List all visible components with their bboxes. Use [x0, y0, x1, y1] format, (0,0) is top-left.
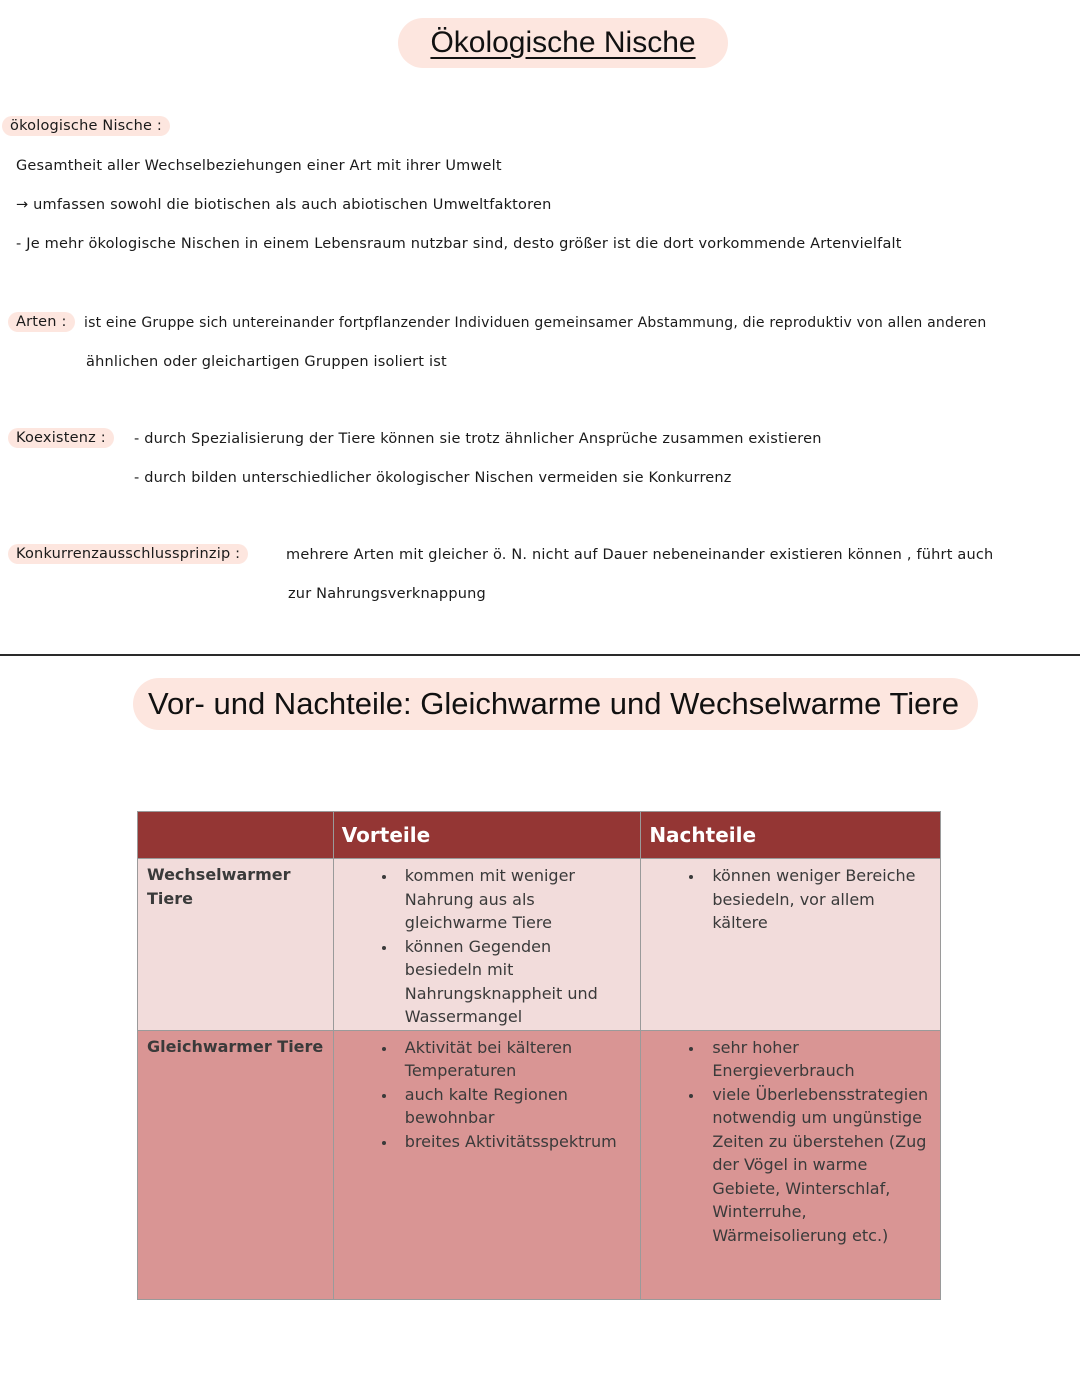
table-header-vorteile: Vorteile: [333, 812, 641, 859]
list-item: • auch kalte Regionen bewohnbar: [397, 1083, 634, 1130]
row-label: Gleichwarmer Tiere: [138, 1030, 334, 1299]
nachteile-cell: [641, 859, 941, 1031]
term-koexistenz: [8, 430, 114, 446]
list-item: • Aktivität bei kälteren Temperaturen: [397, 1036, 634, 1083]
table-row: [138, 1030, 941, 1299]
definition-line: mehrere Arten mit gleicher ö. N. nicht auf Dauer nebeneinander existieren können , führt auch: [286, 547, 994, 563]
definition-line: zur Nahrungsverknappung: [288, 586, 486, 602]
definition-line: - durch bilden unterschiedlicher ökologischer Nischen vermeiden sie Konkurrenz: [134, 470, 732, 486]
definition-line: → umfassen sowohl die biotischen als auch abiotischen Umweltfaktoren: [16, 197, 552, 213]
table-header-nachteile: Nachteile: [641, 812, 941, 859]
comparison-table: [137, 811, 941, 1300]
list-item: • sehr hoher Energieverbrauch: [704, 1036, 933, 1083]
subtitle-highlight: [133, 678, 978, 730]
nachteile-cell: [641, 1030, 941, 1299]
list-item: • breites Aktivitätsspektrum: [397, 1130, 634, 1154]
list-item: • kommen mit weniger Nahrung aus als gleichwarme Tiere: [397, 864, 634, 935]
row-label: Wechselwarmer Tiere: [138, 859, 334, 1031]
vorteile-cell: [333, 1030, 641, 1299]
table-row: [138, 859, 941, 1031]
term-highlight: Koexistenz :: [8, 428, 114, 448]
list-item: • viele Überlebensstrategien notwendig um ungünstige Zeiten zu überstehen (Zug der Vögel in warme Gebiete, Winterschlaf, Winterruhe, Wärmeisolierung etc.): [704, 1083, 933, 1248]
term-arten: [8, 314, 75, 330]
term-oekologische-nische: [2, 118, 170, 134]
definition-line: ähnlichen oder gleichartigen Gruppen isoliert ist: [86, 354, 447, 370]
list-item: • können weniger Bereiche besiedeln, vor allem kältere: [704, 864, 933, 935]
page-title: Ökologische Nische: [430, 26, 696, 59]
vorteile-cell: [333, 859, 641, 1031]
table-header-row: [138, 812, 941, 859]
term-highlight: Arten :: [8, 312, 75, 332]
term-konkurrenzausschlussprinzip: [8, 546, 248, 562]
section-subtitle: Vor- und Nachteile: Gleichwarme und Wechselwarme Tiere: [148, 686, 959, 721]
definition-line: - Je mehr ökologische Nischen in einem Lebensraum nutzbar sind, desto größer ist die dort vorkommende Artenvielfalt: [16, 236, 902, 252]
definition-line: ist eine Gruppe sich untereinander fortpflanzender Individuen gemeinsamer Abstammung, die reproduktiv von allen anderen: [84, 315, 987, 331]
page-title-highlight: [398, 18, 728, 68]
definition-line: - durch Spezialisierung der Tiere können sie trotz ähnlicher Ansprüche zusammen existieren: [134, 431, 822, 447]
section-divider: [0, 654, 1080, 656]
term-highlight: Konkurrenzausschlussprinzip :: [8, 544, 248, 564]
definition-line: Gesamtheit aller Wechselbeziehungen einer Art mit ihrer Umwelt: [16, 158, 502, 174]
term-highlight: ökologische Nische :: [2, 116, 170, 136]
table-header-empty: [138, 812, 334, 859]
list-item: • können Gegenden besiedeln mit Nahrungsknappheit und Wassermangel: [397, 935, 634, 1029]
